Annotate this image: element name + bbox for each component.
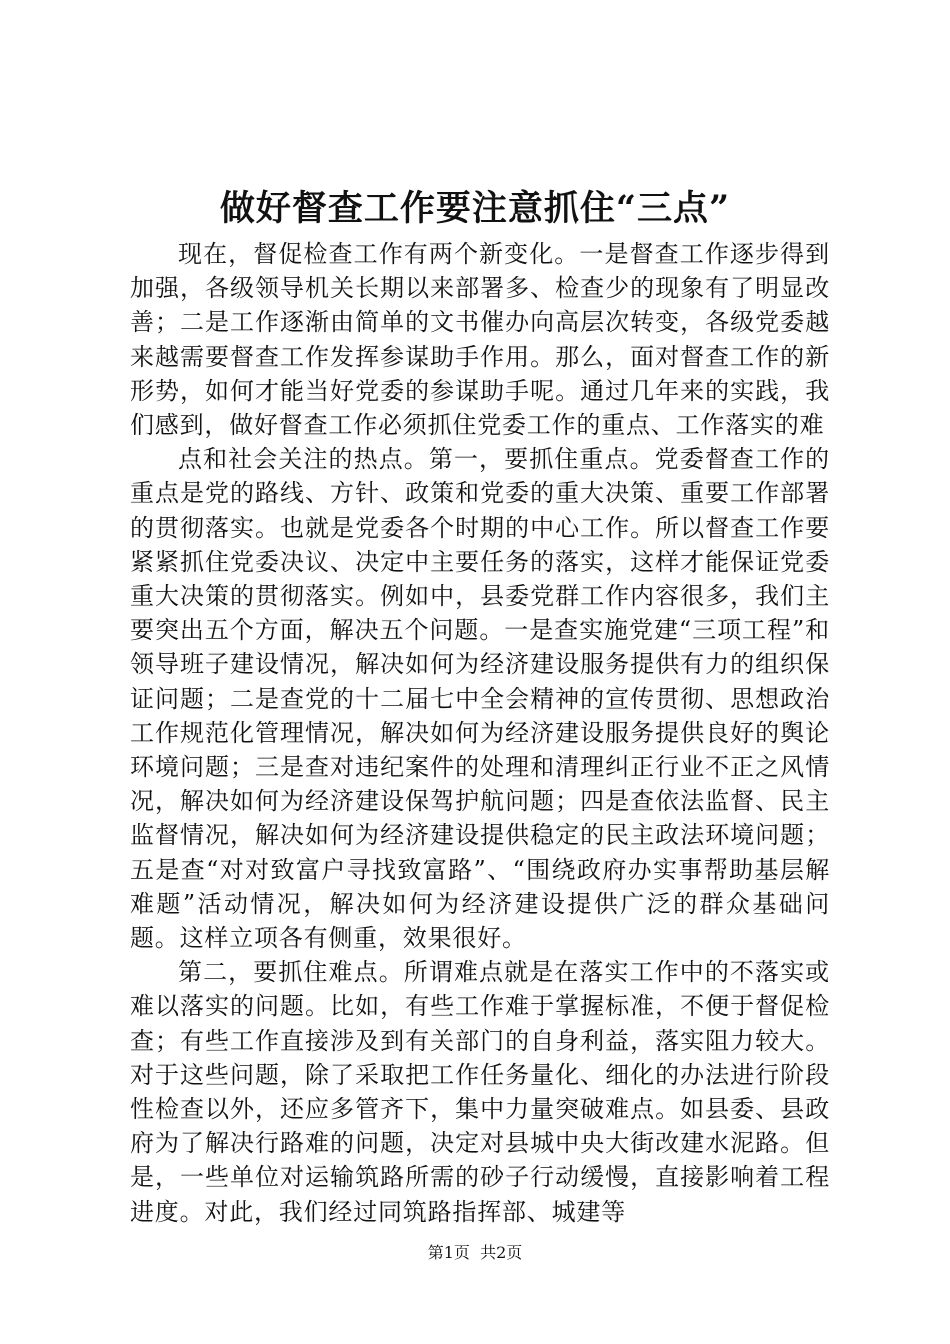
paragraph-1: 现在，督促检查工作有两个新变化。一是督查工作逐步得到加强，各级领导机关长期以来部署多、检查少的现象有了明显改善；二是工作逐渐由简单的文书催办向高层次转变，各级党委越来越需要督查工作发挥参谋助手作用。那么，面对督查工作的新形势，如何才能当好党委的参谋助手呢。通过几年来的实践，我们感到，做好督查工作必须抓住党委工作的重点、工作落实的难 [130, 240, 830, 440]
page-footer [0, 1242, 950, 1264]
paragraph-2: 点和社会关注的热点。第一，要抓住重点。党委督查工作的重点是党的路线、方针、政策和党委的重大决策、重要工作部署的贯彻落实。也就是党委各个时期的中心工作。所以督查工作要紧紧抓住党委决议、决定中主要任务的落实，这样才能保证党委重大决策的贯彻落实。例如中，县委党群工作内容很多，我们主要突出五个方面，解决五个问题。一是查实施党建“三项工程”和领导班子建设情况，解决如何为经济建设服务提供有力的组织保证问题；二是查党的十二届七中全会精神的宣传贯彻、思想政治工作规范化管理情况，解决如何为经济建设服务提供良好的舆论环境问题；三是查对违纪案件的处理和清理纠正行业不正之风情况，解决如何为经济建设保驾护航问题；四是查依法监督、民主监督情况，解决如何为经济建设提供稳定的民主政法环境问题；五是查“对对致富户寻找致富路”、“围绕政府办实事帮助基层解难题”活动情况，解决如何为经济建设提供广泛的群众基础问题。这样立项各有侧重，效果很好。 [130, 445, 830, 953]
document-title: 做好督查工作要注意抓住“三点” [219, 188, 731, 229]
paragraph-3: 第二，要抓住难点。所谓难点就是在落实工作中的不落实或难以落实的问题。比如，有些工作难于掌握标准，不便于督促检查；有些工作直接涉及到有关部门的自身利益，落实阻力较大。对于这些问题，除了采取把工作任务量化、细化的办法进行阶段性检查以外，还应多管齐下，集中力量突破难点。如县委、县政府为了解决行路难的问题，决定对县城中央大街改建水泥路。但是，一些单位对运输筑路所需的砂子行动缓慢，直接影响着工程进度。对此，我们经过同筑路指挥部、城建等 [130, 958, 830, 1226]
page-number-label: 第1页 共2页 [427, 1243, 523, 1262]
document-body [130, 237, 830, 1229]
